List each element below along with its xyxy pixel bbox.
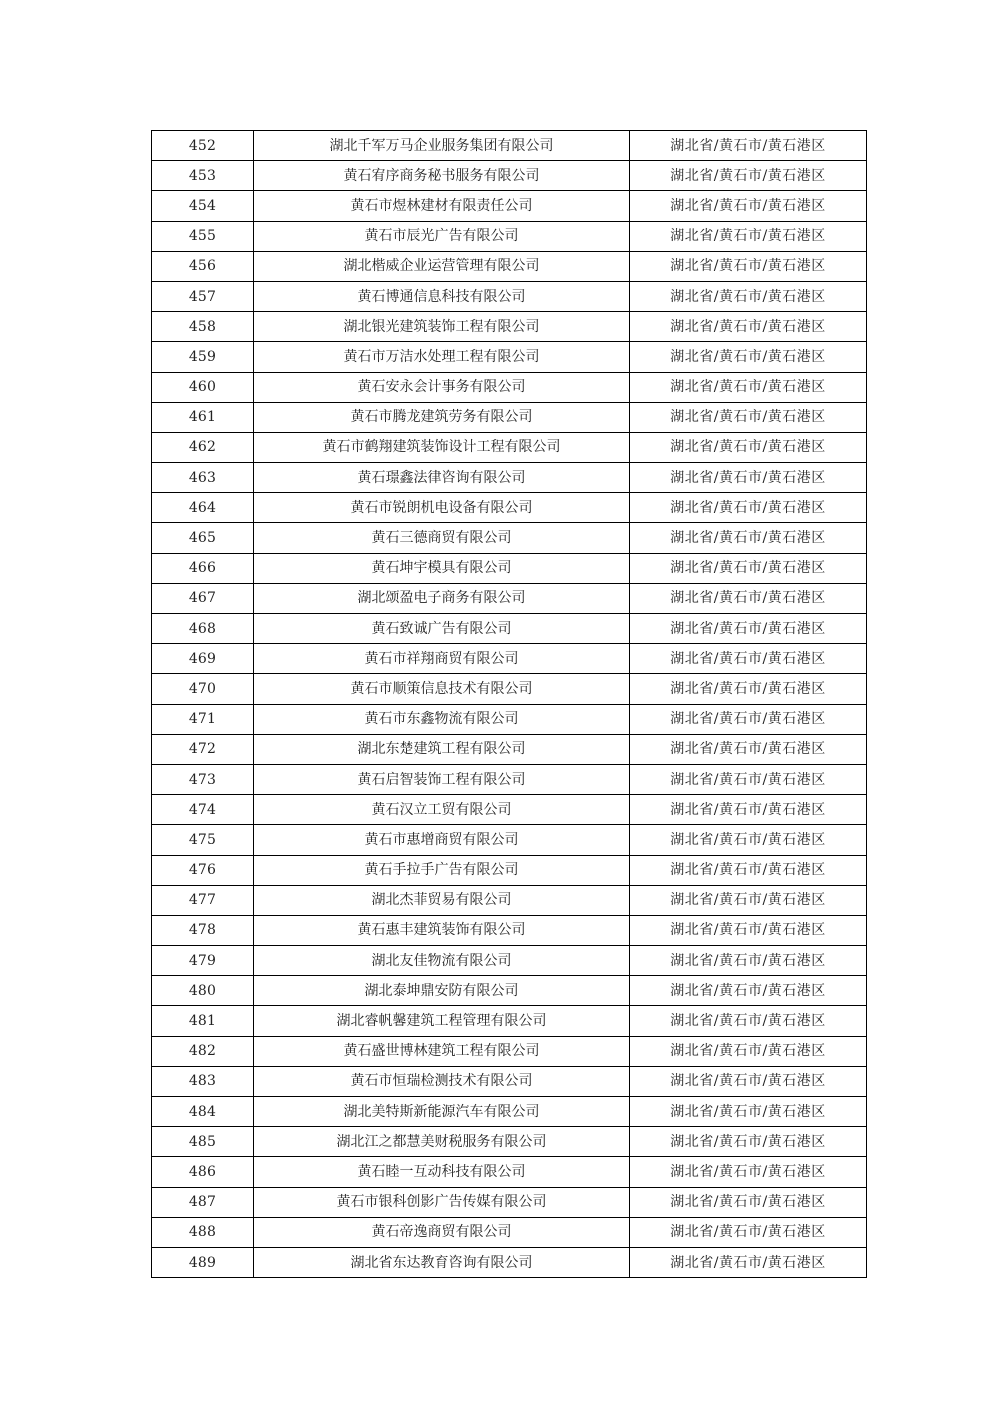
table-row	[152, 1127, 867, 1157]
row-number-cell: 455	[152, 221, 254, 251]
company-name-cell: 湖北友佳物流有限公司	[254, 946, 630, 976]
company-name-cell: 黄石惠丰建筑装饰有限公司	[254, 915, 630, 945]
company-list-body	[152, 131, 867, 1278]
company-name-cell: 黄石宥序商务秘书服务有限公司	[254, 161, 630, 191]
row-number-cell: 489	[152, 1247, 254, 1277]
company-name-cell: 湖北泰坤鼎安防有限公司	[254, 976, 630, 1006]
region-cell: 湖北省/黄石市/黄石港区	[630, 1217, 867, 1247]
company-name-cell: 黄石三德商贸有限公司	[254, 523, 630, 553]
row-number-cell: 469	[152, 644, 254, 674]
table-row	[152, 825, 867, 855]
table-row	[152, 432, 867, 462]
table-row	[152, 976, 867, 1006]
region-cell: 湖北省/黄石市/黄石港区	[630, 583, 867, 613]
region-cell: 湖北省/黄石市/黄石港区	[630, 463, 867, 493]
table-row	[152, 493, 867, 523]
row-number-cell: 468	[152, 614, 254, 644]
row-number-cell: 475	[152, 825, 254, 855]
table-row	[152, 946, 867, 976]
company-name-cell: 湖北楷威企业运营管理有限公司	[254, 251, 630, 281]
table-row	[152, 372, 867, 402]
row-number-cell: 480	[152, 976, 254, 1006]
row-number-cell: 456	[152, 251, 254, 281]
region-cell: 湖北省/黄石市/黄石港区	[630, 885, 867, 915]
table-row	[152, 674, 867, 704]
region-cell: 湖北省/黄石市/黄石港区	[630, 402, 867, 432]
row-number-cell: 467	[152, 583, 254, 613]
company-name-cell: 黄石市东鑫物流有限公司	[254, 704, 630, 734]
region-cell: 湖北省/黄石市/黄石港区	[630, 342, 867, 372]
region-cell: 湖北省/黄石市/黄石港区	[630, 523, 867, 553]
company-name-cell: 黄石睦一互动科技有限公司	[254, 1157, 630, 1187]
table-row	[152, 795, 867, 825]
table-row	[152, 251, 867, 281]
table-row	[152, 523, 867, 553]
table-row	[152, 1187, 867, 1217]
region-cell: 湖北省/黄石市/黄石港区	[630, 221, 867, 251]
row-number-cell: 471	[152, 704, 254, 734]
table-row	[152, 553, 867, 583]
company-name-cell: 黄石市腾龙建筑劳务有限公司	[254, 402, 630, 432]
table-row	[152, 463, 867, 493]
table-row	[152, 1036, 867, 1066]
table-row	[152, 191, 867, 221]
row-number-cell: 472	[152, 734, 254, 764]
row-number-cell: 457	[152, 281, 254, 311]
row-number-cell: 488	[152, 1217, 254, 1247]
company-name-cell: 黄石市祥翔商贸有限公司	[254, 644, 630, 674]
region-cell: 湖北省/黄石市/黄石港区	[630, 1036, 867, 1066]
row-number-cell: 466	[152, 553, 254, 583]
row-number-cell: 462	[152, 432, 254, 462]
region-cell: 湖北省/黄石市/黄石港区	[630, 1127, 867, 1157]
row-number-cell: 482	[152, 1036, 254, 1066]
company-name-cell: 黄石手拉手广告有限公司	[254, 855, 630, 885]
region-cell: 湖北省/黄石市/黄石港区	[630, 1066, 867, 1096]
row-number-cell: 459	[152, 342, 254, 372]
region-cell: 湖北省/黄石市/黄石港区	[630, 131, 867, 161]
region-cell: 湖北省/黄石市/黄石港区	[630, 312, 867, 342]
region-cell: 湖北省/黄石市/黄石港区	[630, 432, 867, 462]
region-cell: 湖北省/黄石市/黄石港区	[630, 1097, 867, 1127]
company-name-cell: 黄石市恒瑞检测技术有限公司	[254, 1066, 630, 1096]
company-name-cell: 湖北省东达教育咨询有限公司	[254, 1247, 630, 1277]
row-number-cell: 452	[152, 131, 254, 161]
table-row	[152, 1247, 867, 1277]
row-number-cell: 483	[152, 1066, 254, 1096]
region-cell: 湖北省/黄石市/黄石港区	[630, 674, 867, 704]
region-cell: 湖北省/黄石市/黄石港区	[630, 1247, 867, 1277]
company-name-cell: 湖北睿帆馨建筑工程管理有限公司	[254, 1006, 630, 1036]
region-cell: 湖北省/黄石市/黄石港区	[630, 976, 867, 1006]
company-name-cell: 黄石安永会计事务有限公司	[254, 372, 630, 402]
table-row	[152, 1066, 867, 1096]
region-cell: 湖北省/黄石市/黄石港区	[630, 251, 867, 281]
table-row	[152, 764, 867, 794]
region-cell: 湖北省/黄石市/黄石港区	[630, 795, 867, 825]
company-name-cell: 黄石市煜林建材有限责任公司	[254, 191, 630, 221]
company-list-table	[151, 130, 867, 1278]
company-name-cell: 湖北东楚建筑工程有限公司	[254, 734, 630, 764]
table-row	[152, 342, 867, 372]
table-row	[152, 1217, 867, 1247]
row-number-cell: 453	[152, 161, 254, 191]
row-number-cell: 486	[152, 1157, 254, 1187]
company-name-cell: 黄石致诚广告有限公司	[254, 614, 630, 644]
row-number-cell: 454	[152, 191, 254, 221]
company-name-cell: 湖北江之都慧美财税服务有限公司	[254, 1127, 630, 1157]
table-row	[152, 915, 867, 945]
row-number-cell: 470	[152, 674, 254, 704]
table-row	[152, 161, 867, 191]
row-number-cell: 460	[152, 372, 254, 402]
table-row	[152, 614, 867, 644]
company-name-cell: 黄石市鹤翔建筑装饰设计工程有限公司	[254, 432, 630, 462]
company-name-cell: 黄石市惠增商贸有限公司	[254, 825, 630, 855]
row-number-cell: 479	[152, 946, 254, 976]
row-number-cell: 481	[152, 1006, 254, 1036]
table-row	[152, 704, 867, 734]
table-row	[152, 1097, 867, 1127]
row-number-cell: 478	[152, 915, 254, 945]
company-name-cell: 黄石市银科创影广告传媒有限公司	[254, 1187, 630, 1217]
table-row	[152, 855, 867, 885]
company-name-cell: 黄石市辰光广告有限公司	[254, 221, 630, 251]
region-cell: 湖北省/黄石市/黄石港区	[630, 1157, 867, 1187]
row-number-cell: 458	[152, 312, 254, 342]
region-cell: 湖北省/黄石市/黄石港区	[630, 281, 867, 311]
table-row	[152, 131, 867, 161]
company-name-cell: 黄石市万洁水处理工程有限公司	[254, 342, 630, 372]
table-row	[152, 644, 867, 674]
company-name-cell: 湖北杰菲贸易有限公司	[254, 885, 630, 915]
company-name-cell: 湖北颂盈电子商务有限公司	[254, 583, 630, 613]
row-number-cell: 476	[152, 855, 254, 885]
table-row	[152, 734, 867, 764]
company-name-cell: 湖北银光建筑装饰工程有限公司	[254, 312, 630, 342]
region-cell: 湖北省/黄石市/黄石港区	[630, 855, 867, 885]
company-name-cell: 黄石启智装饰工程有限公司	[254, 764, 630, 794]
region-cell: 湖北省/黄石市/黄石港区	[630, 161, 867, 191]
region-cell: 湖北省/黄石市/黄石港区	[630, 553, 867, 583]
row-number-cell: 461	[152, 402, 254, 432]
table-row	[152, 1157, 867, 1187]
company-name-cell: 湖北美特斯新能源汽车有限公司	[254, 1097, 630, 1127]
region-cell: 湖北省/黄石市/黄石港区	[630, 1006, 867, 1036]
company-name-cell: 黄石市锐朗机电设备有限公司	[254, 493, 630, 523]
region-cell: 湖北省/黄石市/黄石港区	[630, 614, 867, 644]
table-row	[152, 583, 867, 613]
table-row	[152, 402, 867, 432]
company-name-cell: 黄石璟鑫法律咨询有限公司	[254, 463, 630, 493]
region-cell: 湖北省/黄石市/黄石港区	[630, 372, 867, 402]
table-row	[152, 1006, 867, 1036]
table-row	[152, 281, 867, 311]
company-name-cell: 黄石盛世博林建筑工程有限公司	[254, 1036, 630, 1066]
row-number-cell: 484	[152, 1097, 254, 1127]
region-cell: 湖北省/黄石市/黄石港区	[630, 704, 867, 734]
table-row	[152, 312, 867, 342]
region-cell: 湖北省/黄石市/黄石港区	[630, 191, 867, 221]
region-cell: 湖北省/黄石市/黄石港区	[630, 825, 867, 855]
row-number-cell: 487	[152, 1187, 254, 1217]
row-number-cell: 474	[152, 795, 254, 825]
row-number-cell: 477	[152, 885, 254, 915]
row-number-cell: 465	[152, 523, 254, 553]
row-number-cell: 485	[152, 1127, 254, 1157]
region-cell: 湖北省/黄石市/黄石港区	[630, 734, 867, 764]
region-cell: 湖北省/黄石市/黄石港区	[630, 764, 867, 794]
company-name-cell: 湖北千军万马企业服务集团有限公司	[254, 131, 630, 161]
company-name-cell: 黄石市顺策信息技术有限公司	[254, 674, 630, 704]
region-cell: 湖北省/黄石市/黄石港区	[630, 493, 867, 523]
table-row	[152, 885, 867, 915]
region-cell: 湖北省/黄石市/黄石港区	[630, 946, 867, 976]
company-name-cell: 黄石坤宇模具有限公司	[254, 553, 630, 583]
row-number-cell: 463	[152, 463, 254, 493]
region-cell: 湖北省/黄石市/黄石港区	[630, 915, 867, 945]
company-name-cell: 黄石汉立工贸有限公司	[254, 795, 630, 825]
row-number-cell: 464	[152, 493, 254, 523]
region-cell: 湖北省/黄石市/黄石港区	[630, 1187, 867, 1217]
company-name-cell: 黄石帝逸商贸有限公司	[254, 1217, 630, 1247]
company-name-cell: 黄石博通信息科技有限公司	[254, 281, 630, 311]
row-number-cell: 473	[152, 764, 254, 794]
region-cell: 湖北省/黄石市/黄石港区	[630, 644, 867, 674]
table-row	[152, 221, 867, 251]
